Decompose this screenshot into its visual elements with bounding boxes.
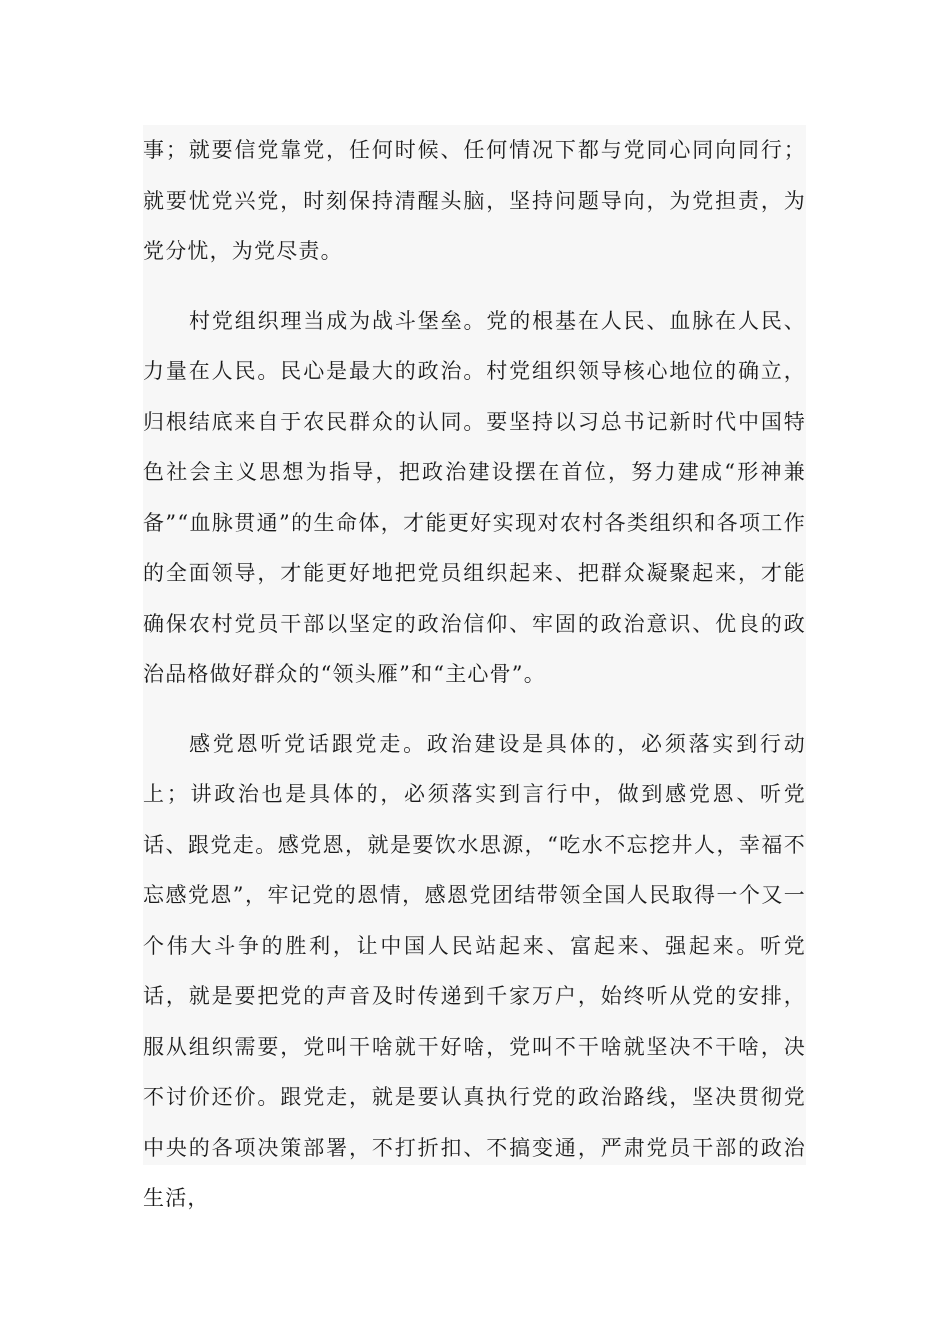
paragraph-2: 村党组织理当成为战斗堡垒。党的根基在人民、血脉在人民、力量在人民。民心是最大的政治。村党组织领导核心地位的确立，归根结底来自于农民群众的认同。要坚持以习总书记新时代中国特色社会主义思想为指导，把政治建设摆在首位，努力建成“形神兼备”“血脉贯通”的生命体，才能更好实现对农村各类组织和各项工作的全面领导，才能更好地把党员组织起来、把群众凝聚起来，才能确保农村党员干部以坚定的政治信仰、牢固的政治意识、优良的政治品格做好群众的“领头雁”和“主心骨”。 [143,308,806,686]
paragraph-spacer [143,700,806,719]
paragraph-3: 感党恩听党话跟党走。政治建设是具体的，必须落实到行动上；讲政治也是具体的，必须落实到言行中，做到感党恩、听党话、跟党走。感党恩，就是要饮水思源，“吃水不忘挖井人，幸福不忘感党恩”，牢记党的恩情，感恩党团结带领全国人民取得一个又一个伟大斗争的胜利，让中国人民站起来、富起来、强起来。听党话，就是要把党的声音及时传递到千家万户，始终听从党的安排，服从组织需要，党叫干啥就干好啥，党叫不干啥就坚决不干啥，决不讨价还价。跟党走，就是要认真执行党的政治路线，坚决贯彻党中央的各项决策部署，不打折扣、不搞变通，严肃党员干部的政治生活， [143,731,806,1210]
paragraph-1: 事；就要信党靠党，任何时候、任何情况下都与党同心同向同行；就要忧党兴党，时刻保持清醒头脑，坚持问题导向，为党担责，为党分忧，为党尽责。 [143,138,806,263]
document-page-text [143,125,806,1210]
paragraph-spacer [143,277,806,296]
